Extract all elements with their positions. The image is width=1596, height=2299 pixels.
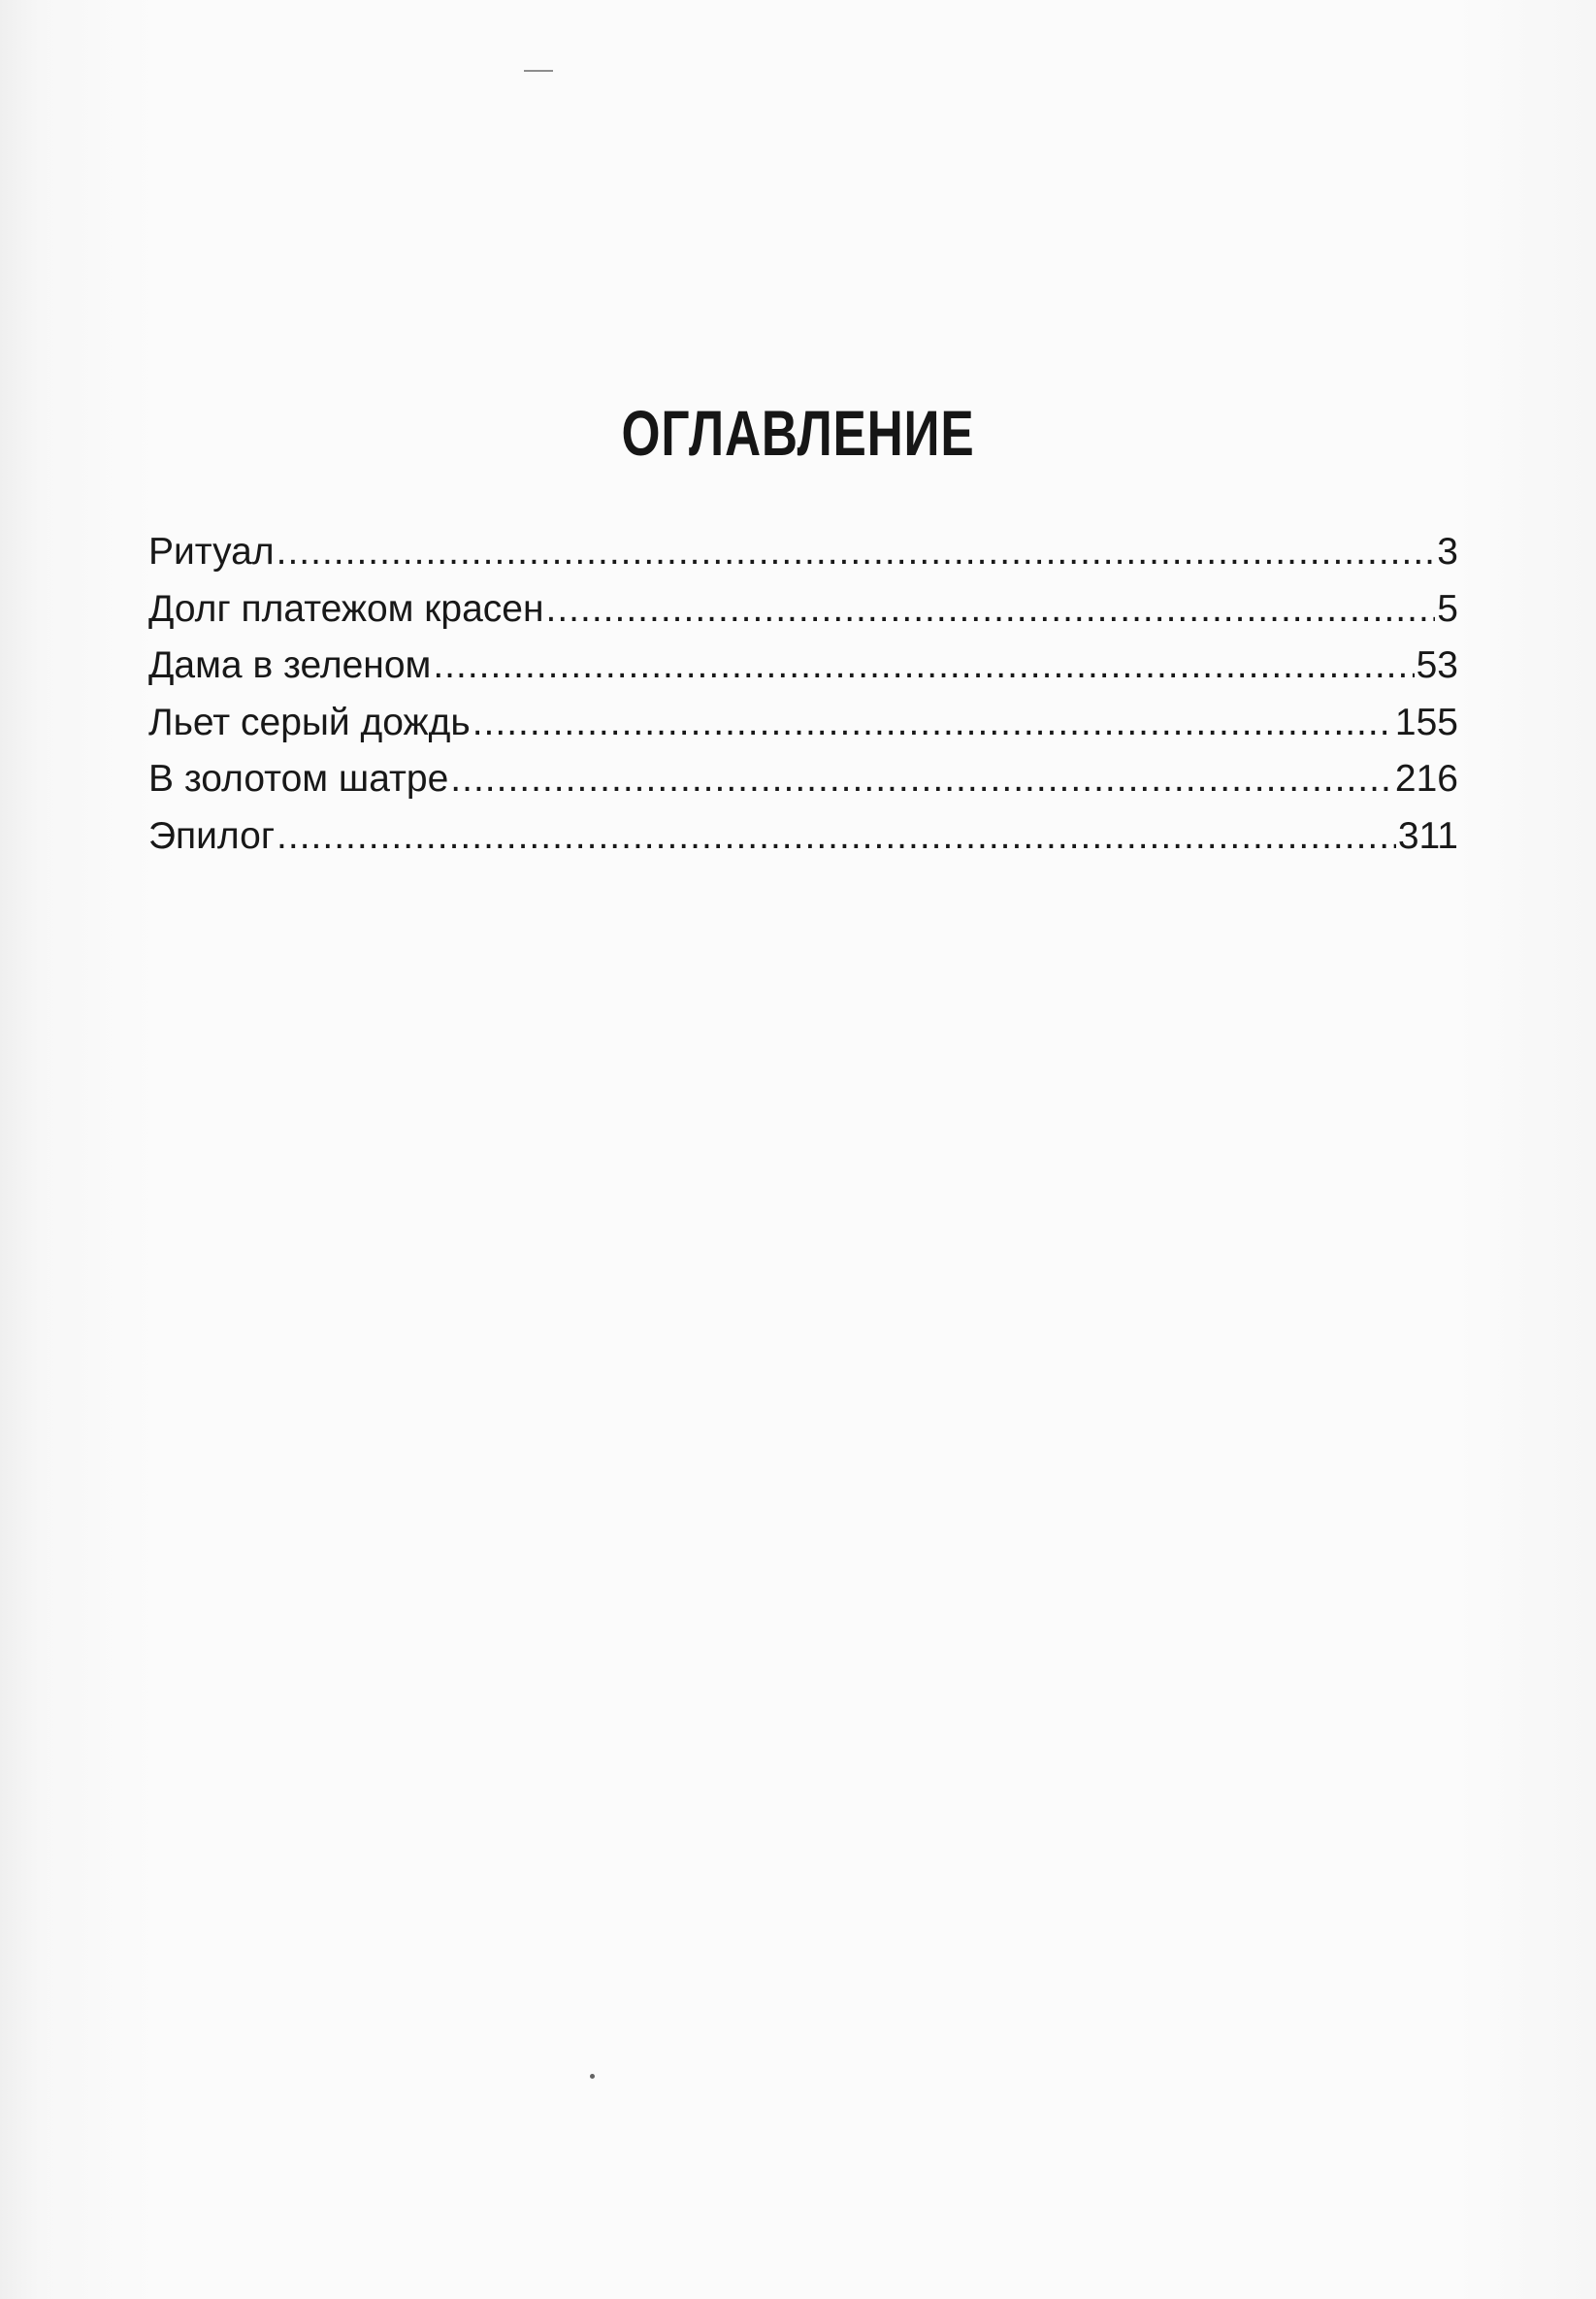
toc-entry-label: Льет серый дождь [148,701,471,743]
toc-entry-page: 3 [1437,531,1458,573]
toc-entry-label: В золотом шатре [148,758,449,801]
toc-entry [148,695,1458,752]
toc-leader-dots [472,695,1393,752]
page-title: ОГЛАВЛЕНИЕ [621,397,975,469]
toc-entry [148,808,1458,866]
toc-entry-label: Эпилог [148,814,276,857]
toc-entry [148,751,1458,808]
table-of-contents [148,524,1458,866]
toc-entry-label: Дама в зеленом [148,644,432,687]
toc-entry-page: 53 [1416,644,1458,687]
toc-leader-dots [450,751,1393,808]
toc-leader-dots [277,808,1396,866]
toc-entry [148,638,1458,695]
toc-leader-dots [545,581,1435,639]
header-rule [524,70,553,72]
toc-leader-dots [277,524,1436,581]
print-mark [590,2074,595,2079]
toc-entry-page: 311 [1397,814,1458,857]
toc-entry-page: 155 [1394,701,1458,743]
toc-entry-label: Ритуал [148,531,275,573]
toc-entry-label: Долг платежом красен [148,587,544,630]
toc-entry-page: 216 [1394,758,1458,801]
toc-entry [148,581,1458,639]
toc-leader-dots [433,638,1414,695]
toc-entry [148,524,1458,581]
toc-entry-page: 5 [1437,587,1458,630]
